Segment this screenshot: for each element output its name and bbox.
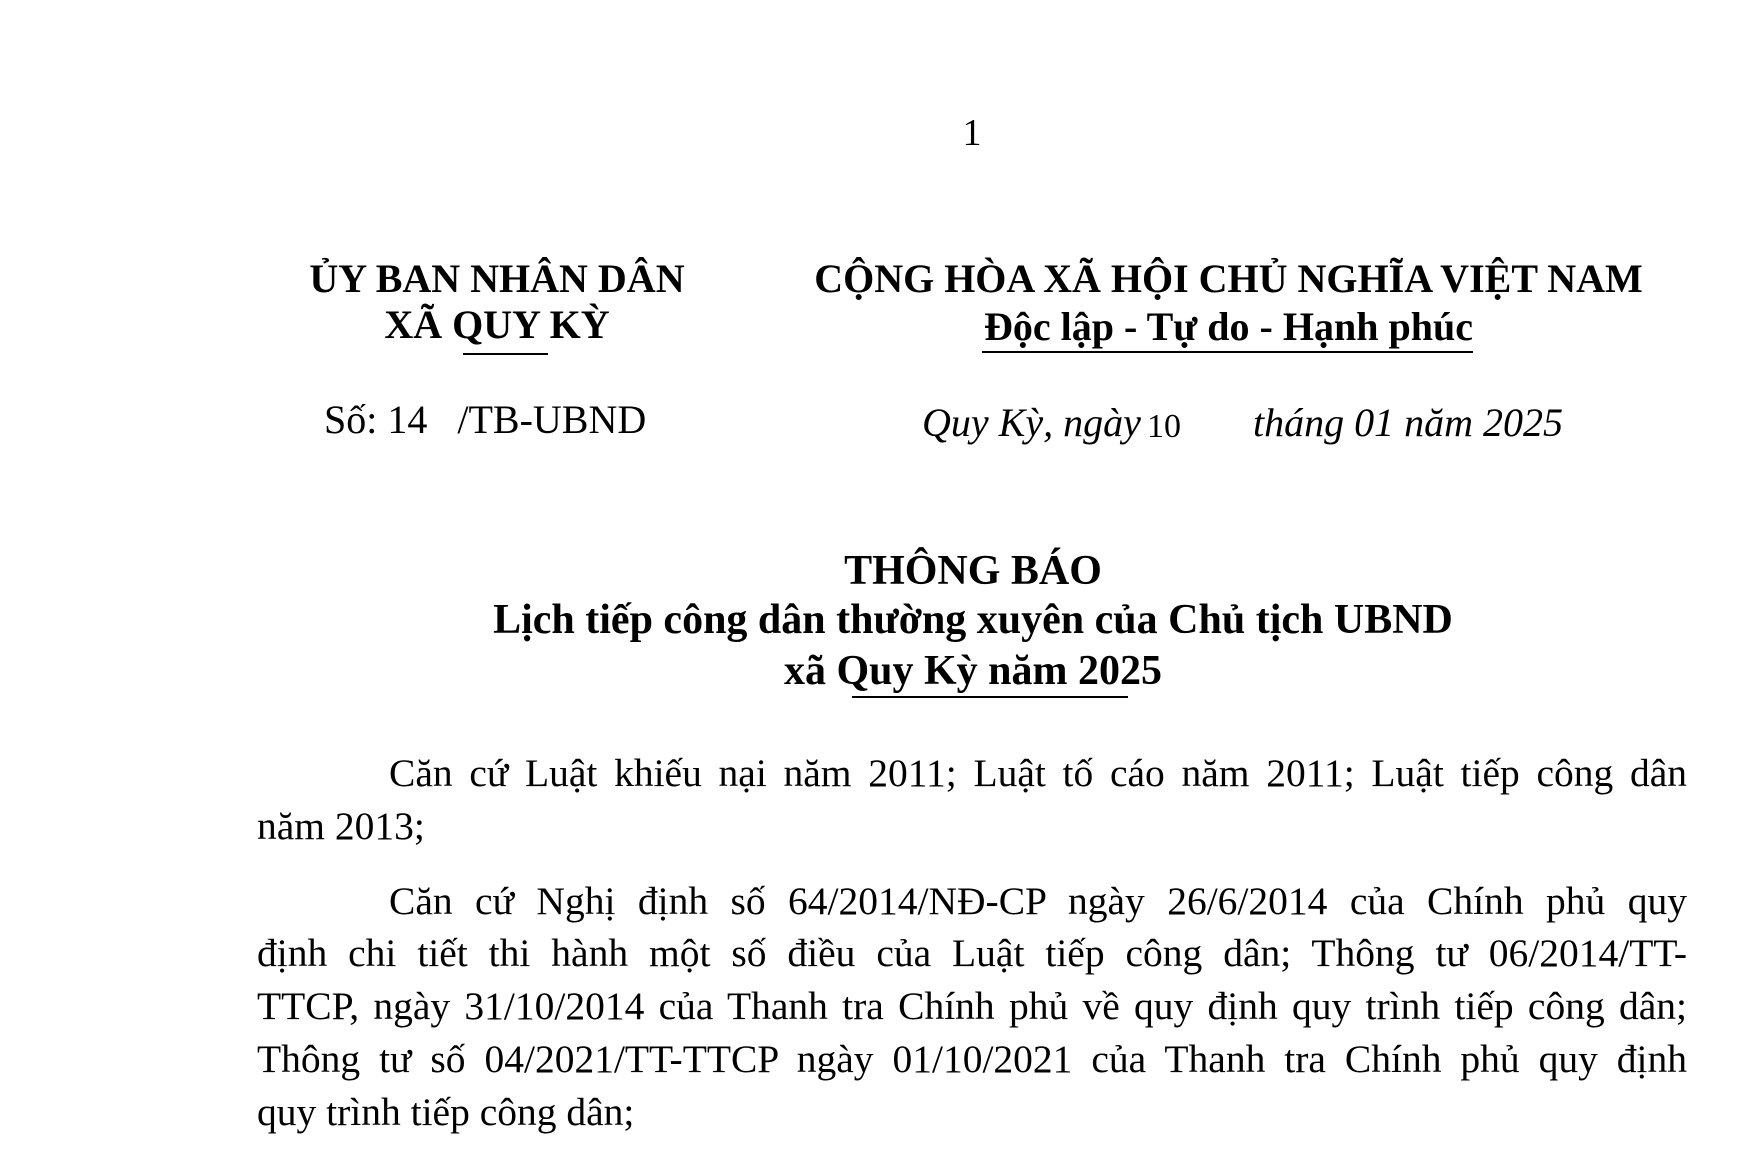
national-motto: Độc lập - Tự do - Hạnh phúc bbox=[984, 304, 1473, 349]
paragraph-line: định chi tiết thi hành một số điều của Luật tiếp công dân; Thông tư 06/2014/TT- bbox=[257, 931, 1687, 976]
document-body bbox=[257, 747, 1687, 1139]
paragraph-line: Căn cứ Nghị định số 64/2014/NĐ-CP ngày 26/6/2014 của Chính phủ quy bbox=[389, 878, 1687, 923]
paragraph-line: Thông tư số 04/2021/TT-TTCP ngày 01/10/2021 của Thanh tra Chính phủ quy định bbox=[257, 1036, 1687, 1081]
document-title: THÔNG BÁO bbox=[844, 548, 1102, 594]
paragraph-line: năm 2013; bbox=[257, 803, 425, 848]
paragraph-line: TTCP, ngày 31/10/2014 của Thanh tra Chính phủ về quy định quy trình tiếp công dân; bbox=[257, 984, 1687, 1029]
motto-underline bbox=[982, 351, 1473, 353]
paragraph-line: quy trình tiếp công dân; bbox=[257, 1089, 635, 1134]
title-underline bbox=[852, 696, 1128, 698]
issue-date-prefix: Quy Kỳ, ngày bbox=[922, 400, 1141, 445]
paragraph-line: Căn cứ Luật khiếu nại năm 2011; Luật tố cáo năm 2011; Luật tiếp công dân bbox=[389, 751, 1687, 795]
national-title: CỘNG HÒA XÃ HỘI CHỦ NGHĨA VIỆT NAM bbox=[814, 256, 1643, 301]
issue-date-suffix: tháng 01 năm 2025 bbox=[1253, 400, 1563, 445]
paragraph-legal-basis-laws bbox=[257, 747, 1687, 853]
document-number: Số: 14 /TB-UBND bbox=[324, 397, 647, 442]
document-subtitle-line1: Lịch tiếp công dân thường xuyên của Chủ tịch UBND bbox=[493, 597, 1453, 643]
agency-name-line1: ỦY BAN NHÂN DÂN bbox=[309, 256, 685, 301]
issue-date-day: 10 bbox=[1147, 408, 1181, 445]
document-subtitle-line2: xã Quy Kỳ năm 2025 bbox=[783, 648, 1163, 694]
paragraph-legal-basis-decrees bbox=[257, 875, 1687, 1139]
agency-name-line2: XÃ QUY KỲ bbox=[384, 302, 610, 347]
agency-underline bbox=[463, 353, 548, 355]
page-number: 1 bbox=[962, 112, 982, 154]
